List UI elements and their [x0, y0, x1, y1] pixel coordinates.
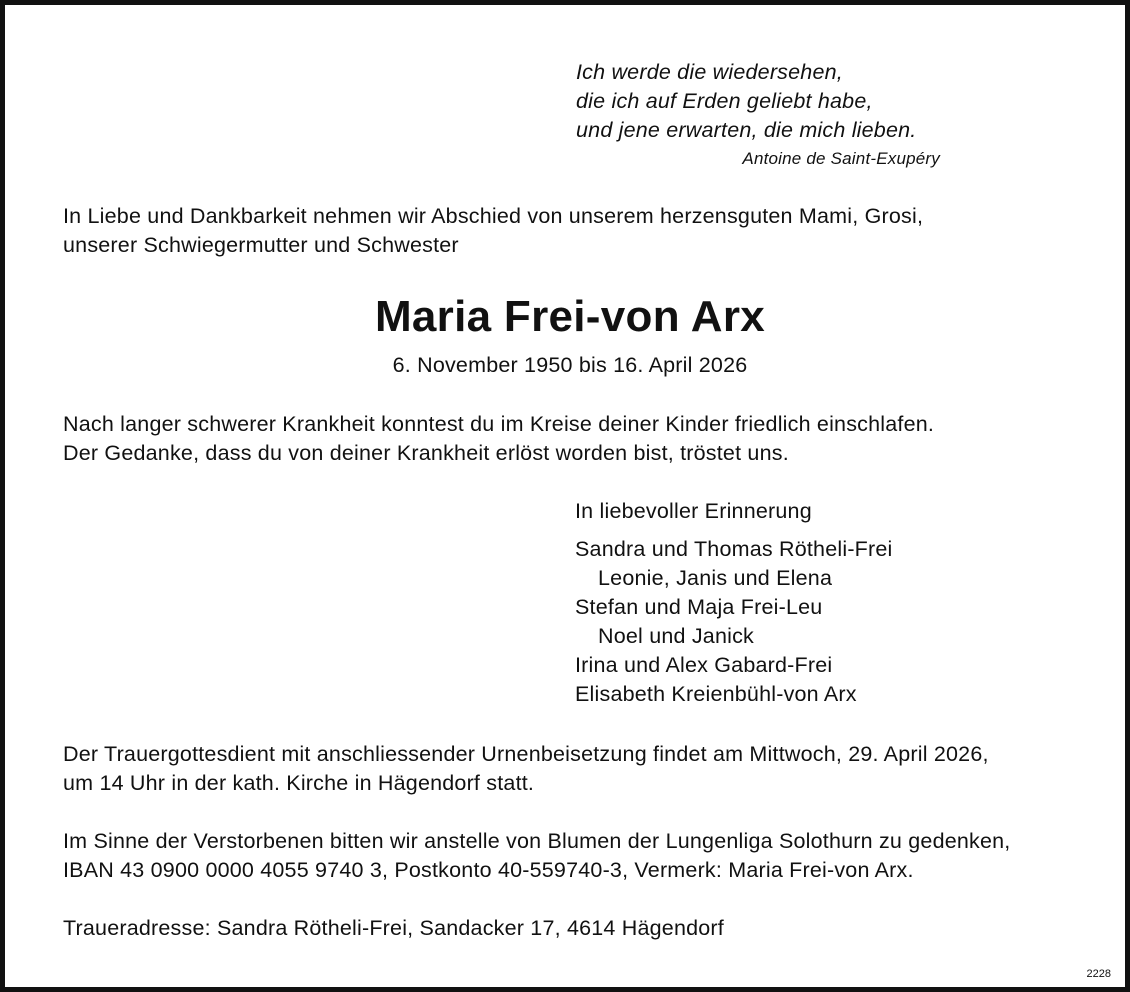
mourning-address: Traueradresse: Sandra Rötheli-Frei, Sandacker 17, 4614 Hägendorf — [63, 916, 724, 940]
donation-line: IBAN 43 0900 0000 4055 9740 3, Postkonto 40-559740-3, Vermerk: Maria Frei-von Arx. — [63, 858, 914, 882]
message-line: Der Gedanke, dass du von deiner Krankheit erlöst worden bist, tröstet uns. — [63, 441, 789, 465]
quote-line: und jene erwarten, die mich lieben. — [576, 118, 917, 142]
service-line: Der Trauergottesdient mit anschliessender Urnenbeisetzung findet am Mittwoch, 29. April 2026, — [63, 742, 989, 766]
mourner-entry: Irina und Alex Gabard-Frei — [575, 653, 833, 677]
mourner-entry: Leonie, Janis und Elena — [598, 566, 833, 590]
donation-line: Im Sinne der Verstorbenen bitten wir anstelle von Blumen der Lungenliga Solothurn zu gedenken, — [63, 829, 1011, 853]
mourner-entry: Sandra und Thomas Rötheli-Frei — [575, 537, 893, 561]
message-line: Nach langer schwerer Krankheit konntest du im Kreise deiner Kinder friedlich einschlafen. — [63, 412, 935, 436]
intro-line: unserer Schwiegermutter und Schwester — [63, 233, 459, 257]
quote-author: Antoine de Saint-Exupéry — [742, 149, 940, 168]
mourner-entry: Elisabeth Kreienbühl-von Arx — [575, 682, 857, 706]
ad-number: 2228 — [1086, 968, 1111, 980]
service-line: um 14 Uhr in der kath. Kirche in Hägendorf statt. — [63, 771, 535, 795]
deceased-name: Maria Frei-von Arx — [374, 292, 766, 341]
life-dates: 6. November 1950 bis 16. April 2026 — [392, 353, 748, 377]
intro-line: In Liebe und Dankbarkeit nehmen wir Abschied von unserem herzensguten Mami, Grosi, — [63, 204, 924, 228]
quote-line: die ich auf Erden geliebt habe, — [576, 89, 873, 113]
mourners-heading: In liebevoller Erinnerung — [575, 499, 812, 523]
quote-line: Ich werde die wiedersehen, — [576, 60, 843, 84]
mourner-entry: Stefan und Maja Frei-Leu — [575, 595, 823, 619]
mourner-entry: Noel und Janick — [598, 624, 754, 648]
